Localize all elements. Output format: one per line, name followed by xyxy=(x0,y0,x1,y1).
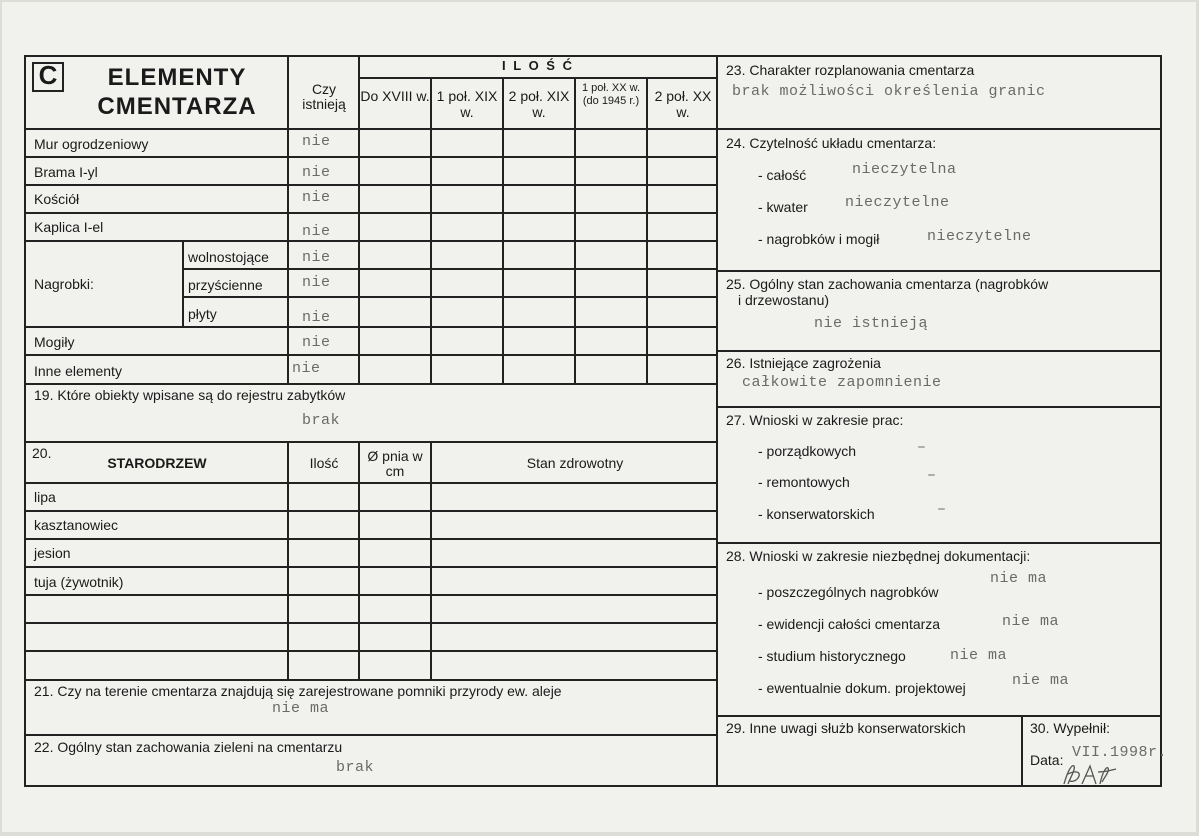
period-col-2: 1 poł. XIX w. xyxy=(436,88,498,121)
value-wall: nie xyxy=(302,133,331,150)
q23-value: brak możliwości określenia granic xyxy=(732,83,1046,100)
value-church: nie xyxy=(302,189,331,206)
q30-date-label: Data: xyxy=(1030,752,1064,768)
q27-item-conservation: - konserwatorskich xyxy=(758,506,875,522)
q24-item-quarters: - kwater xyxy=(758,199,808,215)
form-card xyxy=(2,2,1196,832)
q28-item-records: - ewidencji całości cmentarza xyxy=(758,616,941,632)
value-wall-mounted: nie xyxy=(302,274,331,291)
q28-label: 28. Wnioski w zakresie niezbędnej dokumentacji: xyxy=(726,548,1031,564)
period-col-4: 1 poł. XX w. (do 1945 r.) xyxy=(581,82,641,107)
q25-label-line2: i drzewostanu) xyxy=(738,292,830,308)
q25-label-line1: 25. Ogólny stan zachowania cmentarza (nagrobków xyxy=(726,276,1049,292)
row-label-wall: Mur ogrodzeniowy xyxy=(34,136,149,152)
row-label-other: Inne elementy xyxy=(34,363,122,379)
value-graves: nie xyxy=(302,334,331,351)
header-quantity: I L O Ś Ć xyxy=(502,58,574,73)
tree-ash: jesion xyxy=(34,545,71,561)
q21-label: 21. Czy na terenie cmentarza znajdują się zarejestrowane pomniki przyrody ew. aleje xyxy=(34,683,562,699)
value-freestanding: nie xyxy=(302,249,331,266)
row-label-church: Kościół xyxy=(34,191,80,207)
tree-thuja: tuja (żywotnik) xyxy=(34,574,124,590)
q21-value: nie ma xyxy=(272,700,330,717)
q24-label: 24. Czytelność układu cmentarza: xyxy=(726,135,937,151)
q26-label: 26. Istniejące zagrożenia xyxy=(726,355,881,371)
section-letter: C xyxy=(38,60,58,90)
q24-value-quarters: nieczytelne xyxy=(845,194,950,211)
q27-item-cleanup: - porządkowych xyxy=(758,443,857,459)
q28-value-design: nie ma xyxy=(1012,672,1070,689)
period-col-3: 2 poł. XIX w. xyxy=(508,88,570,121)
section-title-line2: CMENTARZA xyxy=(97,93,257,120)
q24-value-whole: nieczytelna xyxy=(852,161,957,178)
q20-col-health: Stan zdrowotny xyxy=(526,455,624,471)
q20-col-diameter: Ø pnia w cm xyxy=(367,448,423,480)
q24-value-tombs: nieczytelne xyxy=(927,228,1032,245)
q23-label: 23. Charakter rozplanowania cmentarza xyxy=(726,62,975,78)
q30-label: 30. Wypełnił: xyxy=(1030,720,1111,736)
value-gate: nie xyxy=(302,164,331,181)
q27-value-repair: – xyxy=(927,467,937,484)
value-chapel: nie xyxy=(302,223,331,240)
q27-label: 27. Wnioski w zakresie prac: xyxy=(726,412,904,428)
q28-value-history: nie ma xyxy=(950,647,1008,664)
row-label-slabs: płyty xyxy=(188,306,217,322)
row-label-freestanding: wolnostojące xyxy=(188,249,269,265)
q28-item-tombstones: - poszczególnych nagrobków xyxy=(758,584,939,600)
q19-label: 19. Które obiekty wpisane są do rejestru zabytków xyxy=(34,387,346,403)
tree-chestnut: kasztanowiec xyxy=(34,517,119,533)
q26-value: całkowite zapomnienie xyxy=(742,374,942,391)
q22-value: brak xyxy=(336,759,375,776)
section-title-line1: ELEMENTY xyxy=(107,64,247,91)
q25-value: nie istnieją xyxy=(814,315,929,332)
row-label-tombstones: Nagrobki: xyxy=(34,276,94,292)
value-other: nie xyxy=(292,360,321,377)
value-slabs: nie xyxy=(302,309,331,326)
q20-col-quantity: Ilość xyxy=(309,455,339,471)
row-label-wall-mounted: przyścienne xyxy=(188,277,263,293)
q20-title: STARODRZEW xyxy=(107,455,207,471)
q24-item-tombs: - nagrobków i mogił xyxy=(758,231,880,247)
q27-item-repair: - remontowych xyxy=(758,474,850,490)
q28-value-tombstones: nie ma xyxy=(990,570,1048,587)
tree-linden: lipa xyxy=(34,489,56,505)
period-col-1: Do XVIII w. xyxy=(360,88,430,104)
q27-value-conservation: – xyxy=(937,501,947,518)
q22-label: 22. Ogólny stan zachowania zieleni na cmentarzu xyxy=(34,739,343,755)
q28-item-history: - studium historycznego xyxy=(758,648,906,664)
row-label-chapel: Kaplica I-el xyxy=(34,219,104,235)
period-col-5: 2 poł. XX w. xyxy=(654,88,712,121)
q19-value: brak xyxy=(302,412,341,429)
signature-mark xyxy=(1060,760,1120,790)
row-label-gate: Brama I-yl xyxy=(34,164,98,180)
header-exists: Czy istnieją xyxy=(302,81,346,113)
q28-item-design: - ewentualnie dokum. projektowej xyxy=(758,680,966,696)
q28-value-records: nie ma xyxy=(1002,613,1060,630)
q20-number: 20. xyxy=(32,445,52,461)
q27-value-cleanup: – xyxy=(917,439,927,456)
row-label-graves: Mogiły xyxy=(34,334,75,350)
q24-item-whole: - całość xyxy=(758,167,807,183)
q29-label: 29. Inne uwagi służb konserwatorskich xyxy=(726,720,966,736)
q30-date-value: VII.1998r. xyxy=(1072,744,1168,761)
